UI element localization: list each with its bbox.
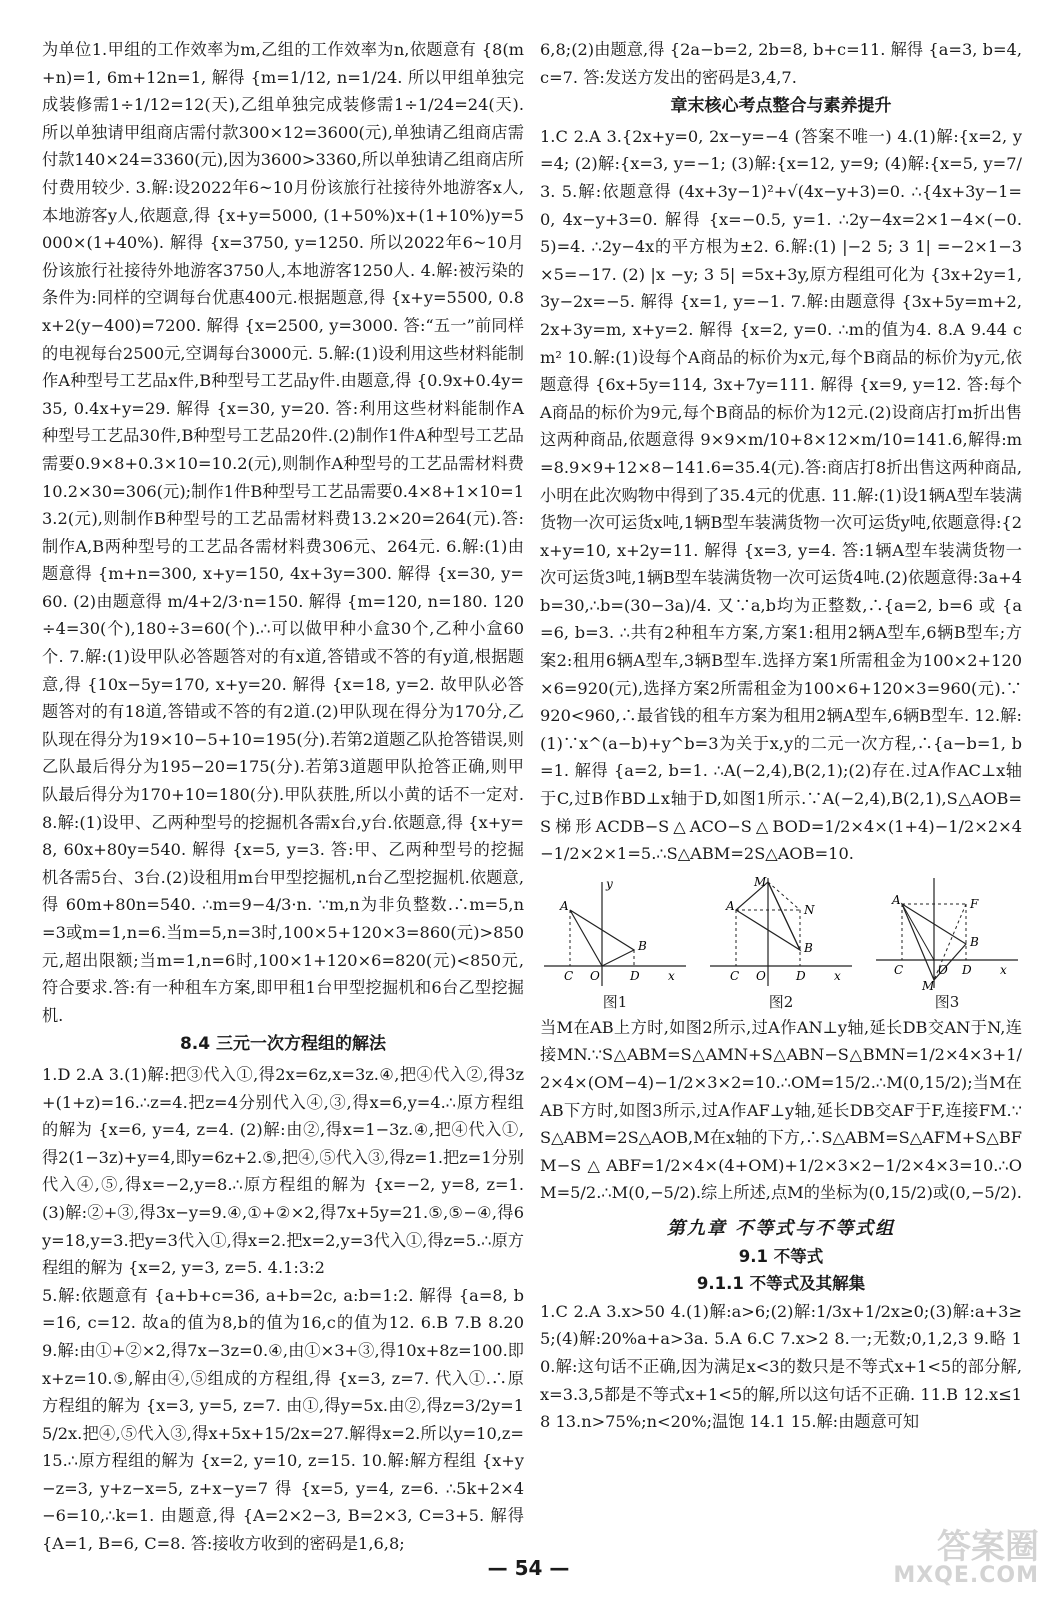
- svg-text:D: D: [962, 962, 972, 977]
- watermark-brand: 答案圈: [937, 1527, 1039, 1567]
- svg-text:x: x: [668, 968, 675, 983]
- svg-text:C: C: [564, 968, 574, 983]
- svg-text:x: x: [1000, 962, 1007, 977]
- answer-text-8-4-end: 6,8;(2)由题意,得 {2a−b=2, 2b=8, b+c=11. 解得 {a=3, b=4, c=7. 答:发送方发出的密码是3,4,7.: [540, 40, 1022, 87]
- svg-text:D: D: [796, 968, 806, 983]
- svg-text:B: B: [638, 938, 647, 953]
- svg-text:A: A: [892, 892, 901, 907]
- chapter-title-9: 第九章 不等式与不等式组: [666, 1217, 896, 1239]
- figure-1-diagram: [540, 874, 690, 992]
- left-column: [42, 36, 524, 1558]
- figure-2: [706, 874, 856, 1012]
- svg-text:O: O: [938, 962, 948, 977]
- answer-text-chapter-review-continued: 当M在AB上方时,如图2所示,过A作AN⊥y轴,延长DB交AN于N,连接MN.∵S△ABM=S△AMN+S△ABN−S△BMN=1/2×4×3+1/2×4×(OM−4)−1/2×3×2=10.∴OM=15/2.∴M(0,15/2);当M在AB下方时,如图3所示,过A作AF⊥y轴,延长DB交AF于F,连接FM.∵S△ABM=2S△AOB,M在x轴的下方,∴S△ABM=S△AFM+S△BFM−S△ABF=1/2×4×(4+OM)+1/2×3×2−1/2×4×3=10.∴OM=5/2.∴M(0,−5/2).综上所述,点M的坐标为(0,15/2)或(0,−5/2).: [540, 1017, 1022, 1203]
- answer-text-9-1-1: 1.C 2.A 3.x>50 4.(1)解:a>6;(2)解:1/3x+1/2x≥0;(3)解:a+3≥5;(4)解:20%a+a>3a. 5.A 6.C 7.x>2 8.一;无数;0,1,2,3 9.略 10.解:这句话不正确,因为满足x<3的数只是不等式x+1<5的部分解,x=3.3,5都是不等式x+1<5的解,所以这句话不正确. 11.B 12.x≤18 13.n>75%;n<20%;温饱 14.1 15.解:由题意可知: [540, 1301, 1022, 1432]
- figure-3: [872, 874, 1022, 1012]
- svg-text:N: N: [804, 902, 815, 917]
- answer-text-8-4-part2: 5.解:依题意有 {a+b+c=36, a+b=2c, a:b=1:2. 解得 {a=8, b=16, c=12. 故a的值为8,b的值为16,c的值为12. 6.B 7.B 8.20 9.解:由①+②×2,得7x−3z=0.④,由①×3+③,得10x+8z=100.即x+z=10.⑤,解由④,⑤组成的方程组,得 {x=3, z=7. 代入①.∴原方程组的解为 {x=3, y=5, z=7. 由①,得y=5x.由②,得z=3/2y=15/2x.把④,⑤代入③,得x+5x+15/2x=27.解得x=2.所以y=10,z=15.∴原方程组的解为 {x=2, y=10, z=15. 10.解:解方程组 {x+y−z=3, y+z−x=5, z+x−y=7 得 {x=5, y=4, z=6. ∴5k+2×4−6=10,∴k=1. 由题意,得 {A=2×2−3, B=2×3, C=3+5. 解得 {A=1, B=6, C=8. 答:接收方收到的密码是1,6,8;: [42, 1285, 524, 1554]
- svg-text:M: M: [754, 874, 767, 889]
- section-title-9-1-1: 9.1.1 不等式及其解集: [696, 1274, 866, 1294]
- watermark-url: MXQE.COM: [893, 1563, 1039, 1588]
- page-number: — 54 —: [487, 1556, 570, 1580]
- figure-2-caption: 图2: [768, 992, 794, 1011]
- figure-1-caption: 图1: [602, 992, 628, 1011]
- svg-text:A: A: [726, 898, 735, 913]
- svg-text:O: O: [590, 968, 600, 983]
- figure-3-diagram: [872, 874, 1022, 992]
- coordinate-figures: [540, 874, 1022, 1012]
- answer-text-8-3-continued: 为单位1.甲组的工作效率为m,乙组的工作效率为n,依题意有 {8(m+n)=1, 6m+12n=1, 解得 {m=1/12, n=1/24. 所以甲组单独完成装修需1÷1/12=12(天),乙组单独完成装修需1÷1/24=24(天).所以单独请甲组商店需付款300×12=3600(元),单独请乙组商店需付款140×24=3360(元),因为3600>3360,所以单独请乙组商店所付费用较少. 3.解:设2022年6~10月份该旅行社接待外地游客x人,本地游客y人,依题意,得 {x+y=5000, (1+50%)x+(1+10%)y=5000×(1+40%). 解得 {x=3750, y=1250. 所以2022年6~10月份该旅行社接待外地游客3750人,本地游客1250人. 4.解:被污染的条件为:同样的空调每台优惠400元.根据题意,得 {x+y=5500, 0.8x+2(y−400)=7200. 解得 {x=2500, y=3000. 答:“五一”前同样的电视每台2500元,空调每台3000元. 5.解:(1)设利用这些材料能制作A种型号工艺品x件,B种型号工艺品y件.由题意,得 {0.9x+0.4y=35, 0.4x+y=29. 解得 {x=30, y=20. 答:利用这些材料能制作A种型号工艺品30件,B种型号工艺品20件.(2)制作1件A种型号工艺品需要0.9×8+0.3×10=10.2(元),则制作A种型号的工艺品需材料费10.2×30=306(元);制作1件B种型号工艺品需要0.4×8+1×10=13.2(元),则制作B种型号的工艺品需材料费13.2×20=264(元).答:制作A,B两种型号的工艺品各需材料费306元、264元. 6.解:(1)由题意得 {m+n=300, x+y=150, 4x+3y=300. 解得 {x=30, y=60. (2)由题意得 m/4+2/3·n=150. 解得 {m=120, n=180. 120÷4=30(个),180÷3=60(个).∴可以做甲种小盒30个,乙种小盒60个. 7.解:(1)设甲队必答题答对的有x道,答错或不答的有y道,根据题意,得 {10x−5y=170, x+y=20. 解得 {x=18, y=2. 故甲队必答题答对的有18道,答错或不答的有2道.(2)甲队现在得分为170分,乙队现在得分为19×10−5+10=195(分).若第2道题乙队抢答错误,则乙队最后得分为195−20=175(分).若第3道题甲队抢答正确,则甲队最后得分为170+10=180(分).甲队获胜,所以小黄的话不一定对. 8.解:(1)设甲、乙两种型号的挖掘机各需x台,y台.依题意,得 {x+y=8, 60x+80y=540. 解得 {x=5, y=3. 答:甲、乙两种型号的挖掘机各需5台、3台.(2)设租用m台甲型挖掘机,n台乙型挖掘机.依题意,得 60m+80n=540. ∴m=9−4/3·n. ∵m,n为非负整数.∴m=5,n=3或m=1,n=6.当m=5,n=3时,100×5+120×3=860(元)>850元,超出限额;当m=1,n=6时,100×1+120×6=820(元)<850元,符合要求.答:有一种租车方案,即甲租1台甲型挖掘机和6台乙型挖掘机.: [42, 40, 524, 1025]
- svg-text:A: A: [560, 898, 569, 913]
- section-title-chapter-review: 章末核心考点整合与素养提升: [670, 96, 892, 117]
- figure-3-caption: 图3: [934, 992, 960, 1011]
- answer-text-chapter-review: 1.C 2.A 3.{2x+y=0, 2x−y=−4 (答案不唯一) 4.(1)解:{x=2, y=4; (2)解:{x=3, y=−1; (3)解:{x=12, y=9; (4)解:{x=5, y=7/3. 5.解:依题意得 (4x+3y−1)²+√(4x−y+3)=0. ∴{4x+3y−1=0, 4x−y+3=0. 解得 {x=−0.5, y=1. ∴2y−4x=2×1−4×(−0.5)=4. ∴2y−4x的平方根为±2. 6.解:(1) |−2 5; 3 1| =−2×1−3×5=−17. (2) |x −y; 3 5| =5x+3y,原方程组可化为 {3x+2y=1, 3y−2x=−5. 解得 {x=1, y=−1. 7.解:由题意得 {3x+5y=m+2, 2x+3y=m, x+y=2. 解得 {x=2, y=0. ∴m的值为4. 8.A 9.44 cm² 10.解:(1)设每个A商品的标价为x元,每个B商品的标价为y元,依题意得 {6x+5y=114, 3x+7y=111. 解得 {x=9, y=12. 答:每个A商品的标价为9元,每个B商品的标价为12元.(2)设商店打m折出售这两种商品,依题意得 9×9×m/10+8×12×m/10=141.6,解得:m=8.9×9+12×8−141.6=35.4(元).答:商店打8折出售这两种商品,小明在此次购物中得到了35.4元的优惠. 11.解:(1)设1辆A型车装满货物一次可运货x吨,1辆B型车装满货物一次可运货y吨,依题意得:{2x+y=10, x+2y=11. 解得 {x=3, y=4. 答:1辆A型车装满货物一次可运货3吨,1辆B型车装满货物一次可运货4吨.(2)依题意得:3a+4b=30,∴b=(30−3a)/4. 又∵a,b均为正整数,∴{a=2, b=6 或 {a=6, b=3. ∴共有2种租车方案,方案1:租用2辆A型车,6辆B型车;方案2:租用6辆A型车,3辆B型车.选择方案1所需租金为100×2+120×6=920(元),选择方案2所需租金为100×6+120×3=960(元).∵920<960,∴最省钱的租车方案为租用2辆A型车,6辆B型车. 12.解:(1)∵x^(a−b)+y^b=3为关于x,y的二元一次方程,∴{a−b=1, b=1. 解得 {a=2, b=1. ∴A(−2,4),B(2,1);(2)存在.过A作AC⊥x轴于C,过B作BD⊥x轴于D,如图1所示.∵A(−2,4),B(2,1),S△AOB=S梯形ACDB−S△ACO−S△BOD=1/2×4×(1+4)−1/2×2×4−1/2×2×1=5.∴S△ABM=2S△AOB=10.: [540, 126, 1022, 864]
- answer-text-8-4-part1: 1.D 2.A 3.(1)解:把③代入①,得2x=6z,x=3z.④,把④代入②,得3z+(1+z)=16.∴z=4.把z=4分别代入④,③,得x=6,y=4.∴原方程组的解为 {x=6, y=4, z=4. (2)解:由②,得x=1−3z.④,把④代入①,得2(1−3z)+y=4,即y=6z+2.⑤,把④,⑤代入③,得z=1.把z=1分别代入④,⑤,得x=−2,y=8.∴原方程组的解为 {x=−2, y=8, z=1. (3)解:②+③,得3x−y=9.④,①+②×2,得7x+5y=21.⑤,⑤−④,得6y=18,y=3.把y=3代入①,得x=2.把x=2,y=3代入①,得z=5.∴原方程组的解为 {x=2, y=3, z=5. 4.1:3:2: [42, 1064, 525, 1278]
- figure-2-diagram: [706, 874, 856, 992]
- watermark-logo: [893, 1527, 1039, 1588]
- svg-text:B: B: [970, 934, 979, 949]
- svg-text:C: C: [730, 968, 740, 983]
- svg-text:O: O: [756, 968, 766, 983]
- figure-1: [540, 874, 690, 1012]
- svg-text:F: F: [970, 896, 979, 911]
- section-title-8-4: 8.4 三元一次方程组的解法: [179, 1034, 387, 1055]
- svg-text:y: y: [606, 876, 613, 891]
- right-column: [540, 36, 1022, 1436]
- svg-text:C: C: [894, 962, 904, 977]
- svg-text:B: B: [804, 940, 813, 955]
- section-title-9-1: 9.1 不等式: [738, 1246, 824, 1266]
- svg-text:D: D: [630, 968, 640, 983]
- svg-text:M: M: [922, 978, 935, 992]
- svg-text:x: x: [834, 968, 841, 983]
